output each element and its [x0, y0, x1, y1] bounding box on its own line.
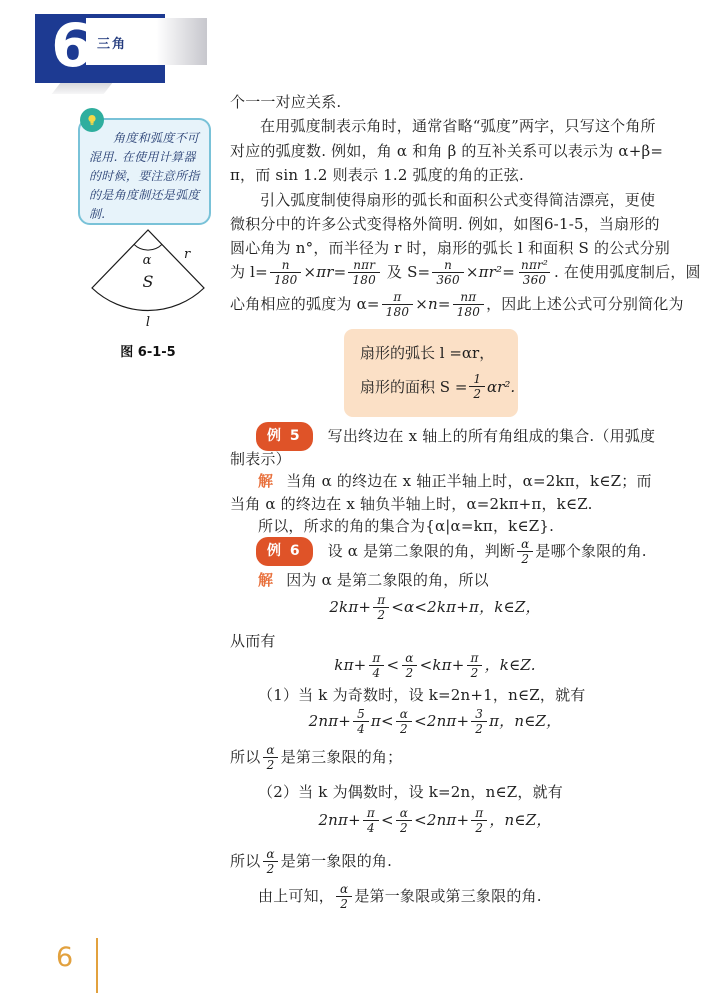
text-segment: π，n∈Z，	[489, 712, 562, 730]
fraction-denominator: 2	[396, 820, 412, 835]
example6-solution-line	[230, 568, 692, 592]
fraction-numerator: π	[470, 650, 479, 665]
result-2-text	[230, 846, 692, 876]
body-line-8	[230, 255, 701, 289]
fraction	[471, 806, 487, 835]
fraction-denominator: 180	[270, 272, 302, 287]
fraction	[270, 258, 302, 287]
fraction-numerator: α	[521, 536, 530, 551]
tip-text: 角度和弧度不可混用. 在使用计算器的时候，要注意所指的是角度制还是弧度制.	[89, 131, 200, 221]
fraction-numerator: α	[266, 846, 275, 861]
fraction-denominator: 4	[369, 665, 385, 680]
text-segment: 是哪个象限的角.	[535, 542, 647, 560]
text-segment: <α<2kπ+π，k∈Z，	[391, 598, 541, 616]
fraction	[517, 537, 533, 566]
fraction	[348, 258, 380, 287]
math-display-2	[230, 648, 692, 682]
fraction-denominator: 360	[519, 272, 551, 287]
body-line-3: 对应的弧度数. 例如，角 α 和角 β 的互补关系可以表示为 α+β=	[230, 142, 664, 160]
fraction-numerator: π	[475, 805, 484, 820]
formula-line-2	[360, 372, 518, 401]
body-line-6: 微积分中的许多公式变得格外简明. 例如，如图6-1-5，当扇形的	[230, 215, 660, 233]
example5-badge: 例 5	[256, 422, 313, 451]
text-segment: ×πr²=	[465, 263, 516, 281]
example5-question-line-1	[230, 423, 692, 449]
fraction	[363, 806, 379, 835]
fraction-numerator: n	[444, 257, 453, 272]
fraction	[368, 651, 384, 680]
text-segment: 由上可知，	[258, 887, 335, 905]
fraction	[262, 847, 278, 876]
text-segment: 所以	[230, 748, 261, 766]
text-segment: 是第三象限的角；	[280, 748, 403, 766]
fraction-denominator: 2	[517, 551, 533, 566]
example5-question-line-2: 制表示）	[230, 450, 291, 468]
example5-solution-line-3: 所以，所求的角的集合为{α|α=kπ，k∈Z}.	[258, 517, 555, 535]
page-number: 6	[56, 942, 74, 973]
conclusion-text	[230, 881, 692, 911]
math-display-1	[230, 590, 692, 624]
fraction-numerator: α	[399, 706, 409, 721]
text-segment: 为 l=	[230, 263, 268, 281]
text-segment: <kπ+	[419, 656, 465, 674]
figure-label-s: S	[142, 272, 154, 291]
text-segment: 2nπ+	[308, 712, 352, 730]
fraction-denominator: 2	[336, 896, 352, 911]
sector-figure	[84, 227, 212, 329]
text-segment: 心角相应的弧度为 α=	[230, 295, 380, 313]
fraction	[396, 707, 412, 736]
fraction-numerator: nπ	[460, 289, 477, 304]
figure-label-r: r	[184, 247, 191, 262]
tip-box	[78, 118, 211, 225]
fraction	[471, 707, 487, 736]
text-segment: . 在使用弧度制后，圆	[554, 263, 701, 281]
body-line-9	[230, 287, 692, 321]
text-segment: <2nπ+	[414, 811, 470, 829]
fraction-denominator: 2	[396, 721, 412, 736]
fraction-denominator: 2	[471, 820, 487, 835]
fraction-denominator: 180	[453, 304, 485, 319]
chapter-number: 6	[51, 11, 93, 81]
fraction-denominator: 360	[432, 272, 464, 287]
body-line-7: 圆心角为 n°，而半径为 r 时，扇形的弧长 l 和面积 S 的公式分别	[230, 239, 670, 257]
body-line-1: 个一一对应关系.	[230, 93, 342, 111]
fraction-numerator: α	[340, 881, 349, 896]
fraction-numerator: 5	[357, 706, 365, 721]
case-2-text: （2）当 k 为偶数时，设 k=2n，n∈Z，就有	[258, 783, 563, 801]
fraction-denominator: 2	[469, 386, 485, 401]
fraction	[453, 290, 485, 319]
example5-solution-line-2: 当角 α 的终边在 x 轴负半轴上时，α=2kπ+π，k∈Z.	[230, 495, 593, 513]
fraction	[373, 593, 389, 622]
text-segment: kπ+	[334, 656, 367, 674]
fraction-denominator: 4	[353, 721, 369, 736]
example5-solution-line-1	[230, 469, 692, 493]
math-display-3	[230, 704, 692, 738]
footer-rule	[96, 938, 98, 993]
text-segment: 2kπ+	[329, 598, 372, 616]
example5-question-text: 写出终边在 x 轴上的所有角组成的集合.（用弧度	[327, 427, 656, 445]
fraction	[262, 743, 278, 772]
text-segment: <	[386, 656, 400, 674]
text-segment: <2nπ+	[414, 712, 470, 730]
fraction-numerator: π	[393, 289, 402, 304]
example6-question-line	[230, 536, 692, 566]
solution-label: 解	[258, 472, 274, 490]
text-segment: 设 α 是第二象限的角，判断	[327, 542, 516, 560]
text-segment: 因为 α 是第二象限的角，所以	[286, 571, 489, 589]
fraction-numerator: nπr²	[521, 257, 548, 272]
fraction-numerator: π	[366, 805, 375, 820]
fraction-denominator: 2	[467, 665, 483, 680]
lightbulb-icon	[80, 108, 104, 132]
solution-label: 解	[258, 571, 274, 589]
text-segment: <	[380, 811, 394, 829]
connector-text: 从而有	[230, 632, 276, 650]
text-segment: 是第一象限的角.	[280, 852, 393, 870]
fraction-numerator: nπr	[353, 257, 376, 272]
fraction-denominator: 2	[373, 607, 389, 622]
formula-line-1: 扇形的弧长 l =αr，	[360, 344, 495, 362]
result-1-text	[230, 742, 692, 772]
fraction-numerator: n	[281, 257, 290, 272]
fraction-denominator: 4	[363, 820, 379, 835]
fraction	[353, 707, 369, 736]
body-line-5: 引入弧度制使得扇形的弧长和面积公式变得简洁漂亮，更使	[260, 191, 656, 209]
fraction-denominator: 180	[382, 304, 414, 319]
fraction	[517, 258, 552, 287]
body-line-2: 在用弧度制表示角时，通常省略“弧度”两字，只写这个角所	[260, 117, 656, 135]
banner-shadow	[52, 83, 113, 94]
fraction	[469, 372, 485, 401]
math-display-4	[230, 803, 692, 837]
fraction	[336, 882, 352, 911]
figure-caption: 图 6-1-5	[120, 345, 176, 360]
text-segment: π<	[370, 712, 394, 730]
fraction-denominator: 2	[263, 757, 279, 772]
fraction-numerator: π	[372, 650, 381, 665]
fraction-denominator: 2	[263, 861, 279, 876]
figure-label-l: l	[145, 315, 151, 329]
formula-box	[344, 329, 518, 417]
text-segment: 所以	[230, 852, 261, 870]
text-segment: 及 S=	[381, 263, 431, 281]
text-segment: ，n∈Z，	[489, 811, 552, 829]
text-segment: 2nπ+	[318, 811, 361, 829]
fraction-denominator: 2	[471, 721, 487, 736]
body-line-4: π，而 sin 1.2 则表示 1.2 弧度的角的正弦.	[230, 166, 524, 184]
text-segment: ×n=	[415, 295, 451, 313]
fraction	[396, 806, 412, 835]
fraction-numerator: α	[405, 650, 414, 665]
text-segment: ，因此上述公式可分别简化为	[486, 295, 684, 313]
fraction-numerator: 3	[475, 706, 484, 721]
case-1-text: （1）当 k 为奇数时，设 k=2n+1，n∈Z，就有	[258, 686, 586, 704]
example6-badge: 例 6	[256, 537, 313, 566]
text-segment: ，k∈Z.	[484, 656, 536, 674]
text-segment: αr².	[487, 377, 516, 396]
fraction	[401, 651, 417, 680]
fraction-numerator: π	[377, 592, 386, 607]
fraction	[432, 258, 464, 287]
figure-label-alpha: α	[142, 253, 152, 268]
fraction-denominator: 180	[348, 272, 380, 287]
text-segment: ×πr=	[303, 263, 347, 281]
fraction-numerator: α	[266, 742, 275, 757]
text-segment: 是第一象限或第三象限的角.	[354, 887, 542, 905]
text-segment: 当角 α 的终边在 x 轴正半轴上时，α=2kπ，k∈Z；而	[286, 472, 652, 490]
fraction	[466, 651, 482, 680]
fraction-denominator: 2	[402, 665, 418, 680]
chapter-title: 三角	[97, 37, 128, 52]
fraction-numerator: α	[399, 805, 409, 820]
fraction	[382, 290, 414, 319]
fraction-numerator: 1	[473, 372, 482, 386]
text-segment: 扇形的面积 S =	[360, 377, 468, 396]
